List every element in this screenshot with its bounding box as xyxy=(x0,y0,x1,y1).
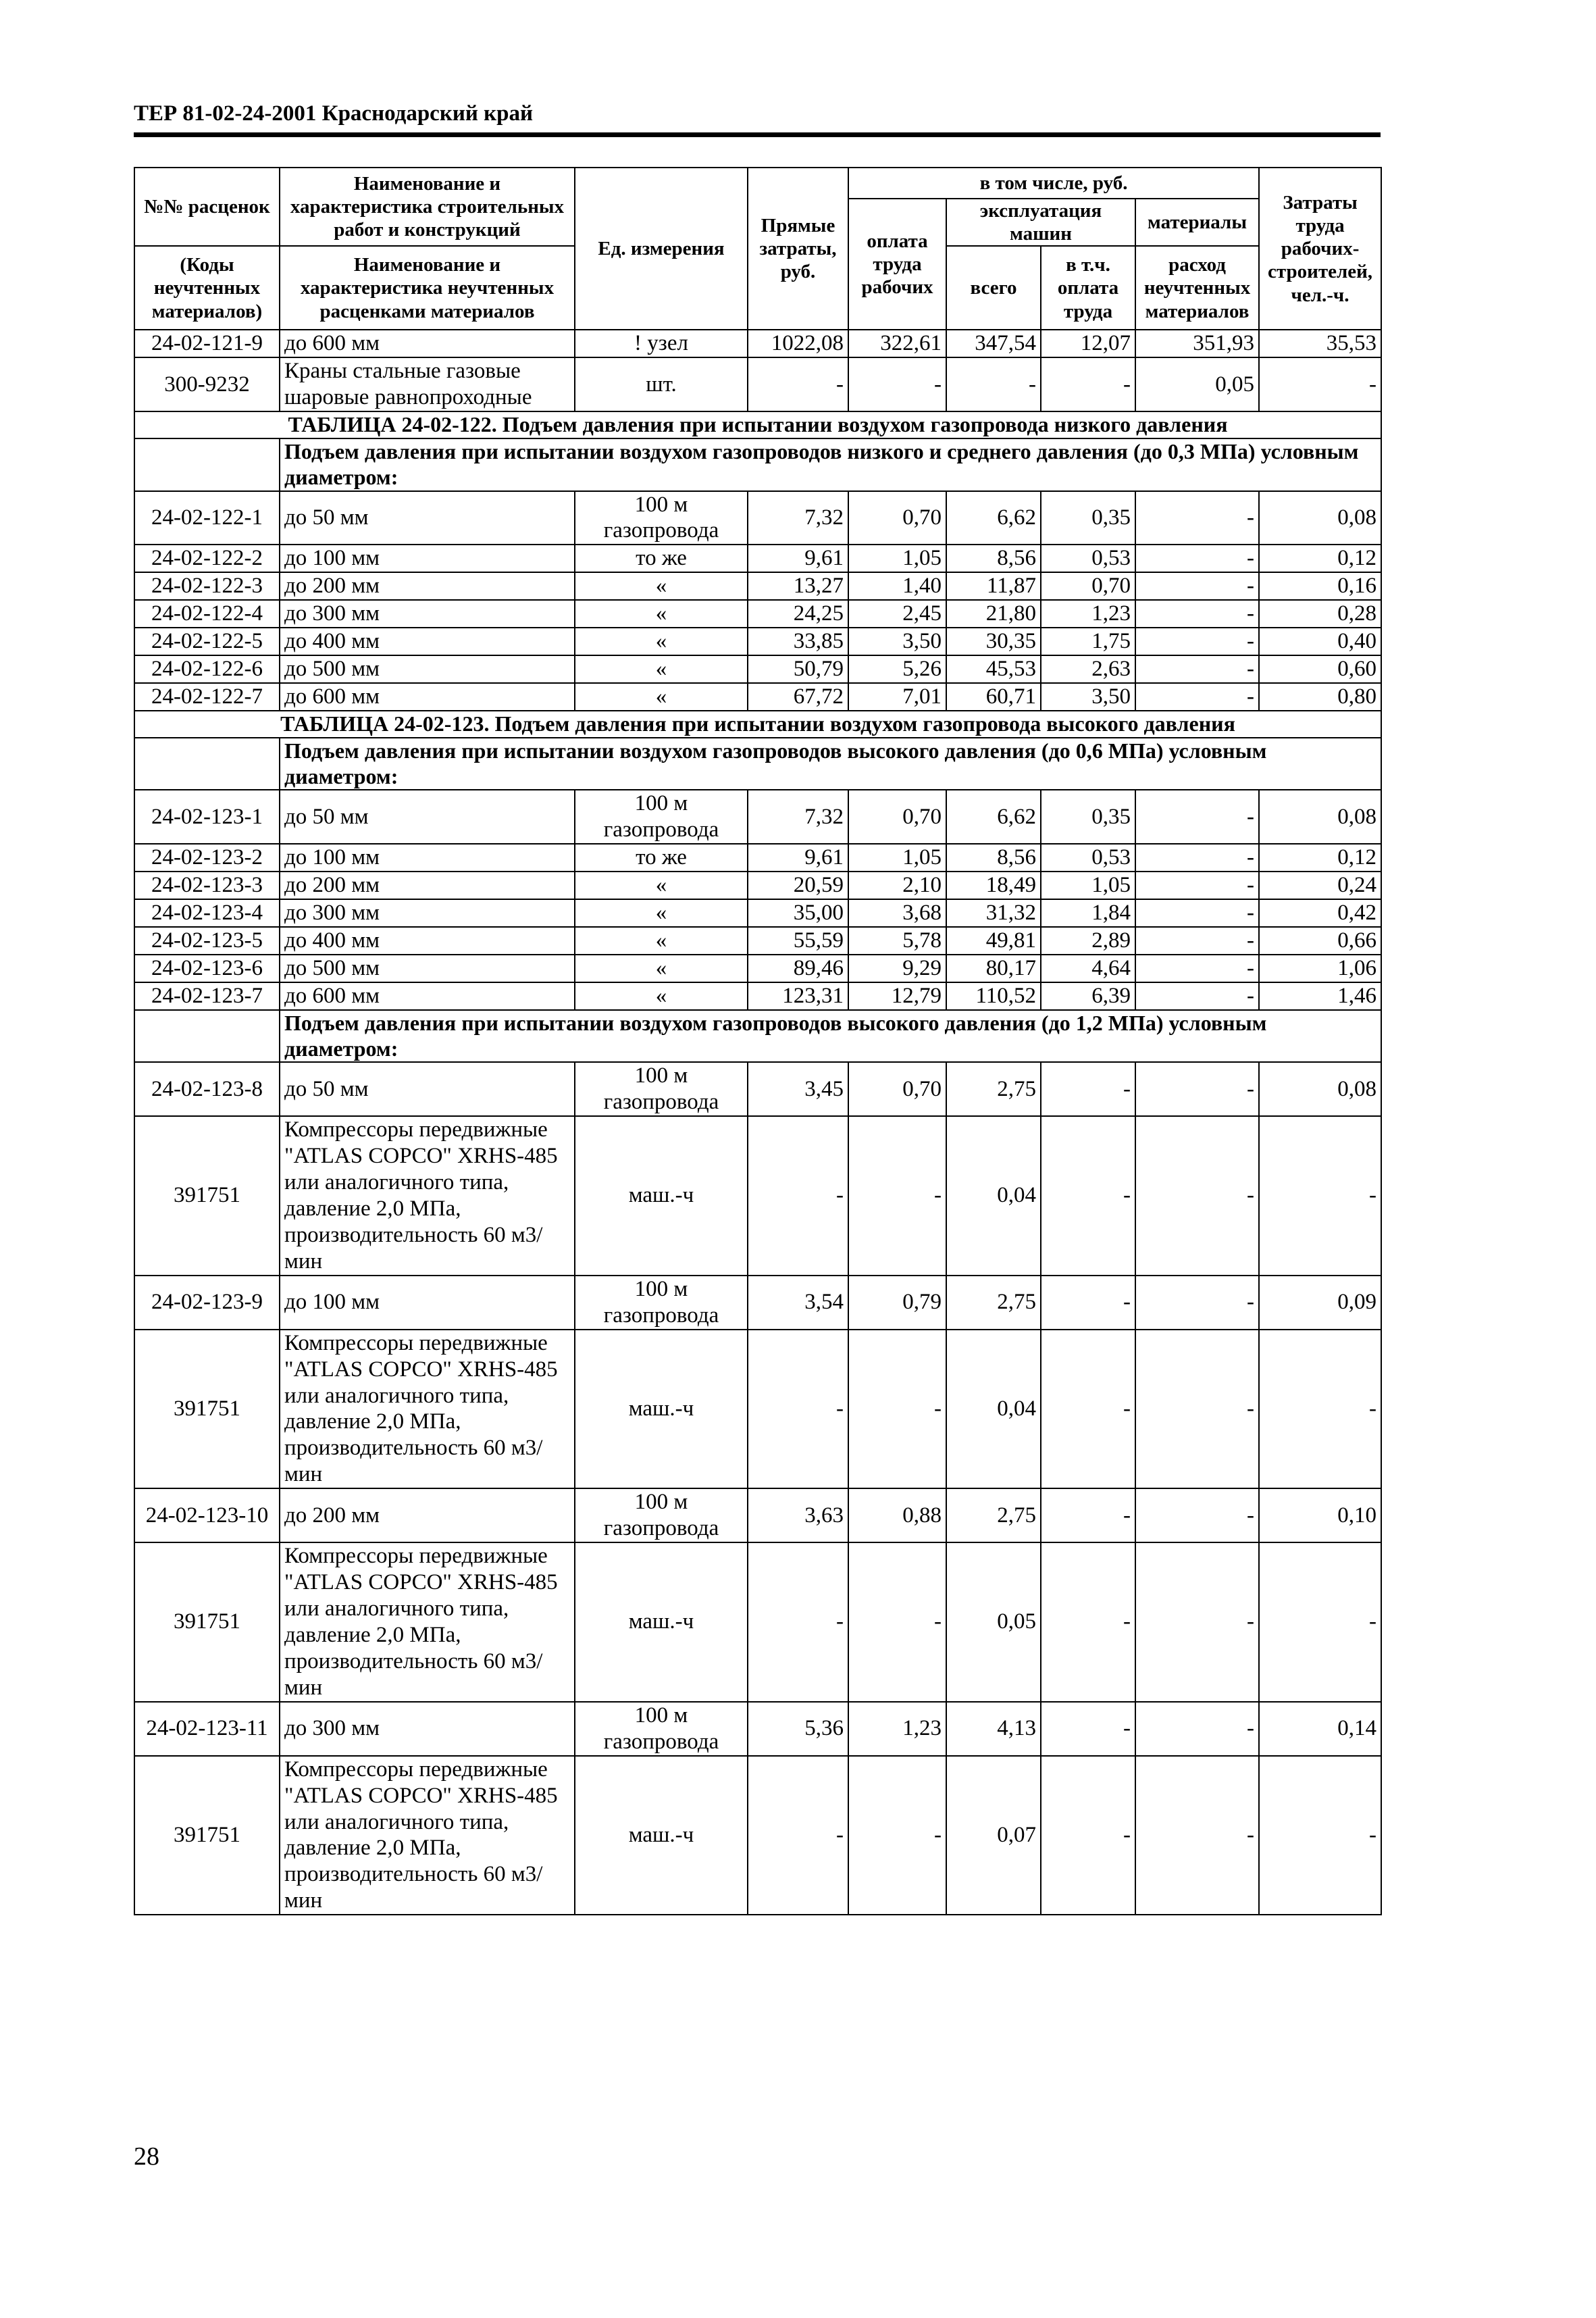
section-title-cell: ТАБЛИЦА 24-02-123. Подъем давления при испытании воздухом газопровода высокого давления xyxy=(134,711,1381,738)
table-subheading xyxy=(134,438,1381,491)
machines-pay-cell: 0,70 xyxy=(1041,572,1135,600)
direct-cost-cell: 1022,08 xyxy=(748,330,848,357)
labor-cost-cell: 0,28 xyxy=(1259,600,1381,628)
unit-cell: маш.-ч xyxy=(575,1116,748,1276)
code-cell: 24-02-123-11 xyxy=(134,1702,280,1756)
code-cell: 391751 xyxy=(134,1116,280,1276)
header-machines-label: эксплуатация машин xyxy=(979,200,1102,245)
unit-cell: 100 м газопровода xyxy=(575,1488,748,1542)
header-name xyxy=(280,168,575,246)
labor-cost-cell: 0,16 xyxy=(1259,572,1381,600)
materials-cell: - xyxy=(1135,1488,1259,1542)
materials-cell: - xyxy=(1135,655,1259,683)
section-title-cell: ТАБЛИЦА 24-02-122. Подъем давления при испытании воздухом газопровода низкого давления xyxy=(134,411,1381,438)
table-row xyxy=(134,982,1381,1010)
labor-pay-cell: 3,50 xyxy=(848,628,946,655)
materials-cell: - xyxy=(1135,982,1259,1010)
materials-cell: - xyxy=(1135,600,1259,628)
header-name-label: Наименование и характеристика строительных работ и конструкций xyxy=(290,172,565,241)
name-cell: до 50 мм xyxy=(280,491,575,545)
unit-cell: « xyxy=(575,628,748,655)
subheading-cell: Подъем давления при испытании воздухом газопроводов высокого давления (до 0,6 МПа) условным диаметром: xyxy=(280,738,1381,790)
name-cell: Компрессоры передвижные "ATLAS COPCO" XRHS-485 или аналогичного типа, давление 2,0 МПа, производительность 60 м3/мин xyxy=(280,1542,575,1702)
materials-cell: 0,05 xyxy=(1135,357,1259,411)
table-row xyxy=(134,545,1381,572)
machines-total-cell: 11,87 xyxy=(946,572,1041,600)
machines-total-cell: 0,05 xyxy=(946,1542,1041,1702)
code-cell: 24-02-122-2 xyxy=(134,545,280,572)
machines-pay-cell: 6,39 xyxy=(1041,982,1135,1010)
direct-cost-cell: 89,46 xyxy=(748,955,848,982)
table-row xyxy=(134,357,1381,411)
direct-cost-cell: - xyxy=(748,357,848,411)
labor-cost-cell: 0,14 xyxy=(1259,1702,1381,1756)
name-cell: до 300 мм xyxy=(280,1702,575,1756)
direct-cost-cell: 9,61 xyxy=(748,545,848,572)
labor-cost-cell: 0,66 xyxy=(1259,927,1381,955)
machines-pay-cell: - xyxy=(1041,1276,1135,1330)
labor-pay-cell: - xyxy=(848,357,946,411)
unit-cell: 100 м газопровода xyxy=(575,1276,748,1330)
labor-pay-cell: 0,70 xyxy=(848,1062,946,1116)
table-section-title xyxy=(134,411,1381,438)
labor-pay-cell: 0,70 xyxy=(848,491,946,545)
unit-cell: маш.-ч xyxy=(575,1542,748,1702)
table-row xyxy=(134,1276,1381,1330)
materials-cell: - xyxy=(1135,491,1259,545)
price-table xyxy=(134,167,1382,1915)
table-subheading xyxy=(134,738,1381,790)
materials-cell: - xyxy=(1135,683,1259,711)
header-machines-pay-label: в т.ч. оплата труда xyxy=(1057,254,1119,322)
name-cell: до 50 мм xyxy=(280,790,575,844)
code-cell: 391751 xyxy=(134,1542,280,1702)
machines-pay-cell: 0,35 xyxy=(1041,491,1135,545)
labor-pay-cell: 1,05 xyxy=(848,844,946,872)
materials-cell: - xyxy=(1135,572,1259,600)
labor-pay-cell: 1,23 xyxy=(848,1702,946,1756)
machines-pay-cell: 12,07 xyxy=(1041,330,1135,357)
name-cell: до 600 мм xyxy=(280,982,575,1010)
machines-pay-cell: 0,53 xyxy=(1041,844,1135,872)
machines-pay-cell: 1,23 xyxy=(1041,600,1135,628)
unit-cell: « xyxy=(575,982,748,1010)
header-labor-pay xyxy=(848,199,946,330)
labor-cost-cell: 0,60 xyxy=(1259,655,1381,683)
direct-cost-cell: 9,61 xyxy=(748,844,848,872)
direct-cost-cell: 7,32 xyxy=(748,491,848,545)
header-machines-total-label: всего xyxy=(970,277,1017,299)
direct-cost-cell: 50,79 xyxy=(748,655,848,683)
unit-cell: 100 м газопровода xyxy=(575,1062,748,1116)
page-header xyxy=(134,101,1381,126)
direct-cost-cell: 20,59 xyxy=(748,872,848,899)
name-cell: до 200 мм xyxy=(280,1488,575,1542)
machines-pay-cell: - xyxy=(1041,1542,1135,1702)
table-header xyxy=(134,168,1381,330)
name-cell: до 100 мм xyxy=(280,1276,575,1330)
labor-pay-cell: 0,88 xyxy=(848,1488,946,1542)
table-row xyxy=(134,1488,1381,1542)
labor-pay-cell: - xyxy=(848,1542,946,1702)
code-cell: 24-02-123-7 xyxy=(134,982,280,1010)
labor-cost-cell: 0,42 xyxy=(1259,899,1381,927)
direct-cost-cell: 3,63 xyxy=(748,1488,848,1542)
table-row xyxy=(134,1542,1381,1702)
direct-cost-cell: 67,72 xyxy=(748,683,848,711)
materials-cell: - xyxy=(1135,955,1259,982)
machines-pay-cell: - xyxy=(1041,1702,1135,1756)
materials-cell: - xyxy=(1135,1116,1259,1276)
machines-total-cell: 80,17 xyxy=(946,955,1041,982)
unit-cell: маш.-ч xyxy=(575,1756,748,1915)
code-cell: 391751 xyxy=(134,1756,280,1915)
name-cell: до 600 мм xyxy=(280,330,575,357)
direct-cost-cell: 33,85 xyxy=(748,628,848,655)
header-name-materials xyxy=(280,246,575,330)
name-cell: Компрессоры передвижные "ATLAS COPCO" XRHS-485 или аналогичного типа, давление 2,0 МПа, производительность 60 м3/мин xyxy=(280,1756,575,1915)
machines-total-cell: 2,75 xyxy=(946,1062,1041,1116)
machines-total-cell: 49,81 xyxy=(946,927,1041,955)
machines-pay-cell: - xyxy=(1041,1330,1135,1489)
unit-cell: маш.-ч xyxy=(575,1330,748,1489)
unit-cell: то же xyxy=(575,844,748,872)
header-unit-label: Ед. измерения xyxy=(598,238,725,260)
machines-pay-cell: 1,75 xyxy=(1041,628,1135,655)
materials-cell: - xyxy=(1135,628,1259,655)
labor-cost-cell: 35,53 xyxy=(1259,330,1381,357)
labor-pay-cell: - xyxy=(848,1756,946,1915)
code-cell: 24-02-122-4 xyxy=(134,600,280,628)
unit-cell: « xyxy=(575,572,748,600)
direct-cost-cell: 3,45 xyxy=(748,1062,848,1116)
materials-cell: - xyxy=(1135,899,1259,927)
machines-pay-cell: 1,05 xyxy=(1041,872,1135,899)
labor-pay-cell: 0,70 xyxy=(848,790,946,844)
labor-cost-cell: 0,12 xyxy=(1259,545,1381,572)
unit-cell: 100 м газопровода xyxy=(575,790,748,844)
direct-cost-cell: 55,59 xyxy=(748,927,848,955)
direct-cost-cell: - xyxy=(748,1756,848,1915)
table-row xyxy=(134,491,1381,545)
materials-cell: - xyxy=(1135,1276,1259,1330)
labor-cost-cell: 0,80 xyxy=(1259,683,1381,711)
machines-total-cell: 8,56 xyxy=(946,545,1041,572)
price-table-container xyxy=(134,167,1381,1915)
machines-total-cell: 45,53 xyxy=(946,655,1041,683)
table-row xyxy=(134,927,1381,955)
materials-cell: - xyxy=(1135,545,1259,572)
materials-cell: - xyxy=(1135,790,1259,844)
unit-cell: 100 м газопровода xyxy=(575,491,748,545)
table-row xyxy=(134,1756,1381,1915)
machines-total-cell: 347,54 xyxy=(946,330,1041,357)
code-cell: 24-02-123-8 xyxy=(134,1062,280,1116)
machines-total-cell: 110,52 xyxy=(946,982,1041,1010)
machines-total-cell: 2,75 xyxy=(946,1276,1041,1330)
machines-total-cell: 60,71 xyxy=(946,683,1041,711)
machines-pay-cell: - xyxy=(1041,1116,1135,1276)
labor-pay-cell: 5,26 xyxy=(848,655,946,683)
header-machines-pay xyxy=(1041,246,1135,330)
header-rule xyxy=(134,132,1381,137)
labor-cost-cell: 0,08 xyxy=(1259,790,1381,844)
page-number: 28 xyxy=(134,2142,159,2171)
materials-cell: - xyxy=(1135,1062,1259,1116)
header-materials-sub xyxy=(1135,246,1259,330)
code-cell: 24-02-122-6 xyxy=(134,655,280,683)
header-materials-label: материалы xyxy=(1148,211,1247,234)
header-machines-total xyxy=(946,246,1041,330)
direct-cost-cell: 5,36 xyxy=(748,1702,848,1756)
machines-total-cell: 0,04 xyxy=(946,1330,1041,1489)
code-cell: 24-02-123-6 xyxy=(134,955,280,982)
direct-cost-cell: - xyxy=(748,1330,848,1489)
machines-pay-cell: - xyxy=(1041,1488,1135,1542)
direct-cost-cell: - xyxy=(748,1542,848,1702)
labor-pay-cell: 2,10 xyxy=(848,872,946,899)
machines-total-cell: 18,49 xyxy=(946,872,1041,899)
labor-cost-cell: 1,06 xyxy=(1259,955,1381,982)
name-cell: до 600 мм xyxy=(280,683,575,711)
code-cell: 24-02-123-2 xyxy=(134,844,280,872)
header-materials xyxy=(1135,199,1259,246)
labor-cost-cell: - xyxy=(1259,1542,1381,1702)
machines-total-cell: 4,13 xyxy=(946,1702,1041,1756)
machines-pay-cell: 1,84 xyxy=(1041,899,1135,927)
table-row xyxy=(134,899,1381,927)
code-cell: 24-02-123-9 xyxy=(134,1276,280,1330)
code-cell: 24-02-123-10 xyxy=(134,1488,280,1542)
unit-cell: « xyxy=(575,955,748,982)
machines-pay-cell: 0,35 xyxy=(1041,790,1135,844)
machines-pay-cell: 4,64 xyxy=(1041,955,1135,982)
header-materials-sub-label: расход неучтенных материалов xyxy=(1143,254,1251,322)
code-cell: 24-02-123-4 xyxy=(134,899,280,927)
table-body xyxy=(134,330,1381,1915)
machines-total-cell: 2,75 xyxy=(946,1488,1041,1542)
code-cell: 24-02-122-3 xyxy=(134,572,280,600)
name-cell: до 400 мм xyxy=(280,628,575,655)
direct-cost-cell: 35,00 xyxy=(748,899,848,927)
labor-cost-cell: 0,08 xyxy=(1259,1062,1381,1116)
table-row xyxy=(134,1062,1381,1116)
code-cell: 24-02-123-1 xyxy=(134,790,280,844)
table-row xyxy=(134,790,1381,844)
machines-total-cell: 6,62 xyxy=(946,491,1041,545)
machines-total-cell: 0,07 xyxy=(946,1756,1041,1915)
labor-pay-cell: 2,45 xyxy=(848,600,946,628)
header-incl-label: в том числе, руб. xyxy=(979,172,1128,194)
name-cell: до 100 мм xyxy=(280,545,575,572)
name-cell: до 200 мм xyxy=(280,872,575,899)
unit-cell: « xyxy=(575,927,748,955)
code-cell: 300-9232 xyxy=(134,357,280,411)
name-cell: до 200 мм xyxy=(280,572,575,600)
labor-pay-cell: 322,61 xyxy=(848,330,946,357)
header-code xyxy=(134,168,280,246)
machines-total-cell: 0,04 xyxy=(946,1116,1041,1276)
empty-code-cell xyxy=(134,1010,280,1063)
machines-total-cell: 8,56 xyxy=(946,844,1041,872)
machines-pay-cell: - xyxy=(1041,357,1135,411)
materials-cell: - xyxy=(1135,927,1259,955)
unit-cell: 100 м газопровода xyxy=(575,1702,748,1756)
labor-cost-cell: 0,12 xyxy=(1259,844,1381,872)
name-cell: до 300 мм xyxy=(280,899,575,927)
name-cell: до 300 мм xyxy=(280,600,575,628)
labor-pay-cell: 3,68 xyxy=(848,899,946,927)
table-row xyxy=(134,330,1381,357)
table-section-title xyxy=(134,711,1381,738)
direct-cost-cell: 24,25 xyxy=(748,600,848,628)
code-cell: 24-02-123-5 xyxy=(134,927,280,955)
table-row xyxy=(134,600,1381,628)
labor-pay-cell: - xyxy=(848,1116,946,1276)
materials-cell: - xyxy=(1135,844,1259,872)
labor-cost-cell: - xyxy=(1259,1116,1381,1276)
materials-cell: - xyxy=(1135,1330,1259,1489)
materials-cell: - xyxy=(1135,1542,1259,1702)
header-code-materials-label: (Коды неучтенных материалов) xyxy=(151,254,263,322)
name-cell: Компрессоры передвижные "ATLAS COPCO" XRHS-485 или аналогичного типа, давление 2,0 МПа, производительность 60 м3/мин xyxy=(280,1116,575,1276)
labor-cost-cell: - xyxy=(1259,357,1381,411)
materials-cell: - xyxy=(1135,1756,1259,1915)
materials-cell: - xyxy=(1135,872,1259,899)
labor-pay-cell: 5,78 xyxy=(848,927,946,955)
machines-total-cell: - xyxy=(946,357,1041,411)
table-row xyxy=(134,844,1381,872)
empty-code-cell xyxy=(134,438,280,491)
machines-total-cell: 30,35 xyxy=(946,628,1041,655)
labor-cost-cell: 0,09 xyxy=(1259,1276,1381,1330)
machines-pay-cell: 3,50 xyxy=(1041,683,1135,711)
materials-cell: 351,93 xyxy=(1135,330,1259,357)
labor-pay-cell: - xyxy=(848,1330,946,1489)
direct-cost-cell: 3,54 xyxy=(748,1276,848,1330)
header-labor-pay-label: оплата труда рабочих xyxy=(861,230,933,299)
name-cell: до 400 мм xyxy=(280,927,575,955)
labor-pay-cell: 9,29 xyxy=(848,955,946,982)
unit-cell: « xyxy=(575,600,748,628)
subheading-cell: Подъем давления при испытании воздухом газопроводов низкого и среднего давления (до 0,3 МПа) условным диаметром: xyxy=(280,438,1381,491)
code-cell: 24-02-121-9 xyxy=(134,330,280,357)
header-incl xyxy=(848,168,1259,199)
labor-cost-cell: 0,40 xyxy=(1259,628,1381,655)
machines-pay-cell: 0,53 xyxy=(1041,545,1135,572)
name-cell: до 100 мм xyxy=(280,844,575,872)
machines-pay-cell: 2,89 xyxy=(1041,927,1135,955)
header-labor-cost-label: Затраты труда рабочих-строителей, чел.-ч. xyxy=(1268,191,1373,306)
table-row xyxy=(134,683,1381,711)
unit-cell: « xyxy=(575,872,748,899)
table-row xyxy=(134,1116,1381,1276)
unit-cell: шт. xyxy=(575,357,748,411)
subheading-cell: Подъем давления при испытании воздухом газопроводов высокого давления (до 1,2 МПа) условным диаметром: xyxy=(280,1010,1381,1063)
code-cell: 24-02-123-3 xyxy=(134,872,280,899)
machines-pay-cell: - xyxy=(1041,1062,1135,1116)
unit-cell: « xyxy=(575,655,748,683)
machines-total-cell: 31,32 xyxy=(946,899,1041,927)
direct-cost-cell: 13,27 xyxy=(748,572,848,600)
labor-cost-cell: - xyxy=(1259,1330,1381,1489)
header-name-materials-label: Наименование и характеристика неучтенных расценками материалов xyxy=(300,254,555,322)
header-unit xyxy=(575,168,748,330)
table-row xyxy=(134,955,1381,982)
header-code-label: №№ расценок xyxy=(144,196,270,218)
machines-total-cell: 6,62 xyxy=(946,790,1041,844)
unit-cell: то же xyxy=(575,545,748,572)
name-cell: до 500 мм xyxy=(280,655,575,683)
direct-cost-cell: 7,32 xyxy=(748,790,848,844)
table-row xyxy=(134,628,1381,655)
unit-cell: ! узел xyxy=(575,330,748,357)
direct-cost-cell: 123,31 xyxy=(748,982,848,1010)
header-direct xyxy=(748,168,848,330)
header-machines xyxy=(946,199,1135,246)
code-cell: 24-02-122-7 xyxy=(134,683,280,711)
name-cell: Компрессоры передвижные "ATLAS COPCO" XRHS-485 или аналогичного типа, давление 2,0 МПа, производительность 60 м3/мин xyxy=(280,1330,575,1489)
labor-pay-cell: 7,01 xyxy=(848,683,946,711)
name-cell: до 50 мм xyxy=(280,1062,575,1116)
code-cell: 391751 xyxy=(134,1330,280,1489)
header-labor-cost xyxy=(1259,168,1381,330)
unit-cell: « xyxy=(575,683,748,711)
table-row xyxy=(134,1330,1381,1489)
header-code-materials xyxy=(134,246,280,330)
labor-cost-cell: 0,24 xyxy=(1259,872,1381,899)
labor-pay-cell: 0,79 xyxy=(848,1276,946,1330)
table-subheading xyxy=(134,1010,1381,1063)
labor-cost-cell: - xyxy=(1259,1756,1381,1915)
document-title: ТЕР 81-02-24-2001 Краснодарский край xyxy=(134,101,534,126)
code-cell: 24-02-122-5 xyxy=(134,628,280,655)
table-row xyxy=(134,572,1381,600)
labor-cost-cell: 0,10 xyxy=(1259,1488,1381,1542)
name-cell: Краны стальные газовые шаровые равнопроходные xyxy=(280,357,575,411)
table-row xyxy=(134,655,1381,683)
table-row xyxy=(134,1702,1381,1756)
direct-cost-cell: - xyxy=(748,1116,848,1276)
header-direct-label: Прямые затраты, руб. xyxy=(759,214,837,283)
labor-cost-cell: 0,08 xyxy=(1259,491,1381,545)
materials-cell: - xyxy=(1135,1702,1259,1756)
labor-pay-cell: 12,79 xyxy=(848,982,946,1010)
empty-code-cell xyxy=(134,738,280,790)
table-row xyxy=(134,872,1381,899)
name-cell: до 500 мм xyxy=(280,955,575,982)
unit-cell: « xyxy=(575,899,748,927)
labor-pay-cell: 1,05 xyxy=(848,545,946,572)
labor-cost-cell: 1,46 xyxy=(1259,982,1381,1010)
code-cell: 24-02-122-1 xyxy=(134,491,280,545)
machines-pay-cell: 2,63 xyxy=(1041,655,1135,683)
machines-total-cell: 21,80 xyxy=(946,600,1041,628)
labor-pay-cell: 1,40 xyxy=(848,572,946,600)
machines-pay-cell: - xyxy=(1041,1756,1135,1915)
